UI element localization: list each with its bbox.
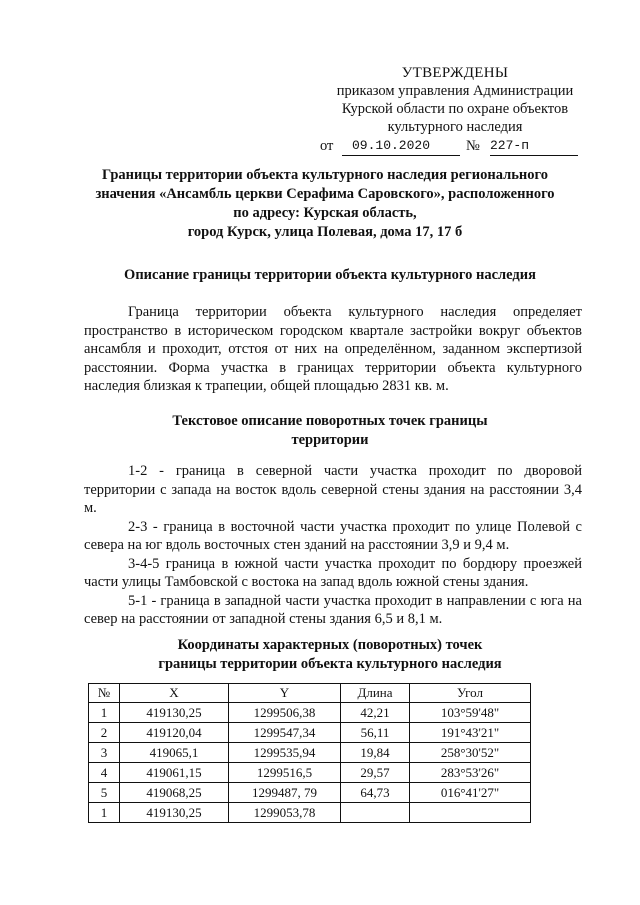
- column-header: №: [89, 684, 120, 703]
- table-row: [89, 803, 531, 823]
- table-row: [89, 743, 531, 763]
- table-cell: 419130,25: [120, 803, 229, 823]
- table-cell: 103°59'48": [410, 703, 531, 723]
- table-cell: 64,73: [341, 783, 410, 803]
- document-title: [95, 166, 555, 242]
- approval-heading: УТВЕРЖДЕНЫ: [401, 65, 509, 81]
- table-cell: 419068,25: [120, 783, 229, 803]
- order-date: 09.10.2020: [342, 137, 460, 156]
- table-cell: 42,21: [341, 703, 410, 723]
- title-line: значения «Ансамбль церкви Серафима Саровского», расположенного: [95, 186, 555, 202]
- column-header: Угол: [410, 684, 531, 703]
- table-cell: 3: [89, 743, 120, 763]
- table-cell: 2: [89, 723, 120, 743]
- date-prefix: от: [320, 138, 334, 154]
- order-number: 227-п: [490, 137, 578, 156]
- approval-line: приказом управления Администрации: [336, 83, 574, 99]
- table-cell: 1299487, 79: [229, 783, 341, 803]
- table-cell: 4: [89, 763, 120, 783]
- table-cell: [341, 803, 410, 823]
- title-line: Границы территории объекта культурного наследия регионального: [102, 167, 548, 183]
- column-header: Длина: [341, 684, 410, 703]
- table-cell: 1299535,94: [229, 743, 341, 763]
- table-cell: 1299516,5: [229, 763, 341, 783]
- coordinates-table: [88, 683, 531, 823]
- table-header-row: [89, 684, 531, 703]
- table-cell: 419061,15: [120, 763, 229, 783]
- table-cell: 283°53'26": [410, 763, 531, 783]
- table-cell: 1299547,34: [229, 723, 341, 743]
- table-cell: 56,11: [341, 723, 410, 743]
- approval-line: Курской области по охране объектов: [341, 101, 569, 117]
- turning-point-item: 3-4-5 граница в южной части участка проходит по бордюру проезжей части улицы Тамбовской с востока на запад вдоль южной стены здания.: [84, 555, 582, 590]
- heading-line: Текстовое описание поворотных точек границы: [172, 413, 488, 429]
- table-cell: 419120,04: [120, 723, 229, 743]
- table-cell: 29,57: [341, 763, 410, 783]
- table-row: [89, 783, 531, 803]
- approval-block: [320, 64, 580, 157]
- table-cell: 1299053,78: [229, 803, 341, 823]
- title-line: город Курск, улица Полевая, дома 17, 17 б: [187, 224, 463, 240]
- table-cell: 5: [89, 783, 120, 803]
- table-cell: 419130,25: [120, 703, 229, 723]
- turning-point-item: 5-1 - граница в западной части участка проходит в направлении с юга на север на расстоянии от западной стены здания 6,5 и 8,1 м.: [84, 592, 582, 627]
- table-row: [89, 723, 531, 743]
- approval-line: культурного наследия: [387, 119, 523, 135]
- table-cell: 19,84: [341, 743, 410, 763]
- table-row: [89, 703, 531, 723]
- turning-point-item: 1-2 - граница в северной части участка проходит по дворовой территории с запада на восток вдоль северной стены здания на расстоянии 3,4 м.: [84, 463, 582, 516]
- table-cell: [410, 803, 531, 823]
- approval-date-line: [320, 137, 590, 157]
- table-cell: 1299506,38: [229, 703, 341, 723]
- number-sign: №: [466, 138, 480, 154]
- title-line: по адресу: Курская область,: [233, 205, 417, 221]
- turning-point-item: 2-3 - граница в восточной части участка проходит по улице Полевой с севера на юг вдоль восточных стен зданий на расстоянии 3,9 и 9,4 м.: [84, 518, 582, 553]
- table-cell: 419065,1: [120, 743, 229, 763]
- heading-line: границы территории объекта культурного наследия: [158, 656, 502, 672]
- column-header: X: [120, 684, 229, 703]
- table-cell: 1: [89, 703, 120, 723]
- description-text: Граница территории объекта культурного наследия определяет пространство в историческом городском квартале застройки вокруг объектов ансамбля и проходит, отстоя от них на определённом, заданном экспертизой расстоянии. Форма участка в границах территории объекта культурного наследия близкая к трапеции, общей площадью 2831 кв. м.: [84, 304, 582, 394]
- column-header: Y: [229, 684, 341, 703]
- table-cell: 191°43'21": [410, 723, 531, 743]
- table-row: [89, 763, 531, 783]
- description-heading: Описание границы территории объекта культурного наследия: [124, 267, 536, 283]
- table-cell: 258°30'52": [410, 743, 531, 763]
- heading-line: территории: [291, 432, 369, 448]
- coordinates-heading: [80, 636, 580, 674]
- table-cell: 016°41'27": [410, 783, 531, 803]
- turning-points-heading: [80, 412, 580, 450]
- turning-points-list: [84, 462, 582, 629]
- heading-line: Координаты характерных (поворотных) точек: [177, 637, 483, 653]
- description-paragraph: [84, 303, 582, 396]
- table-cell: 1: [89, 803, 120, 823]
